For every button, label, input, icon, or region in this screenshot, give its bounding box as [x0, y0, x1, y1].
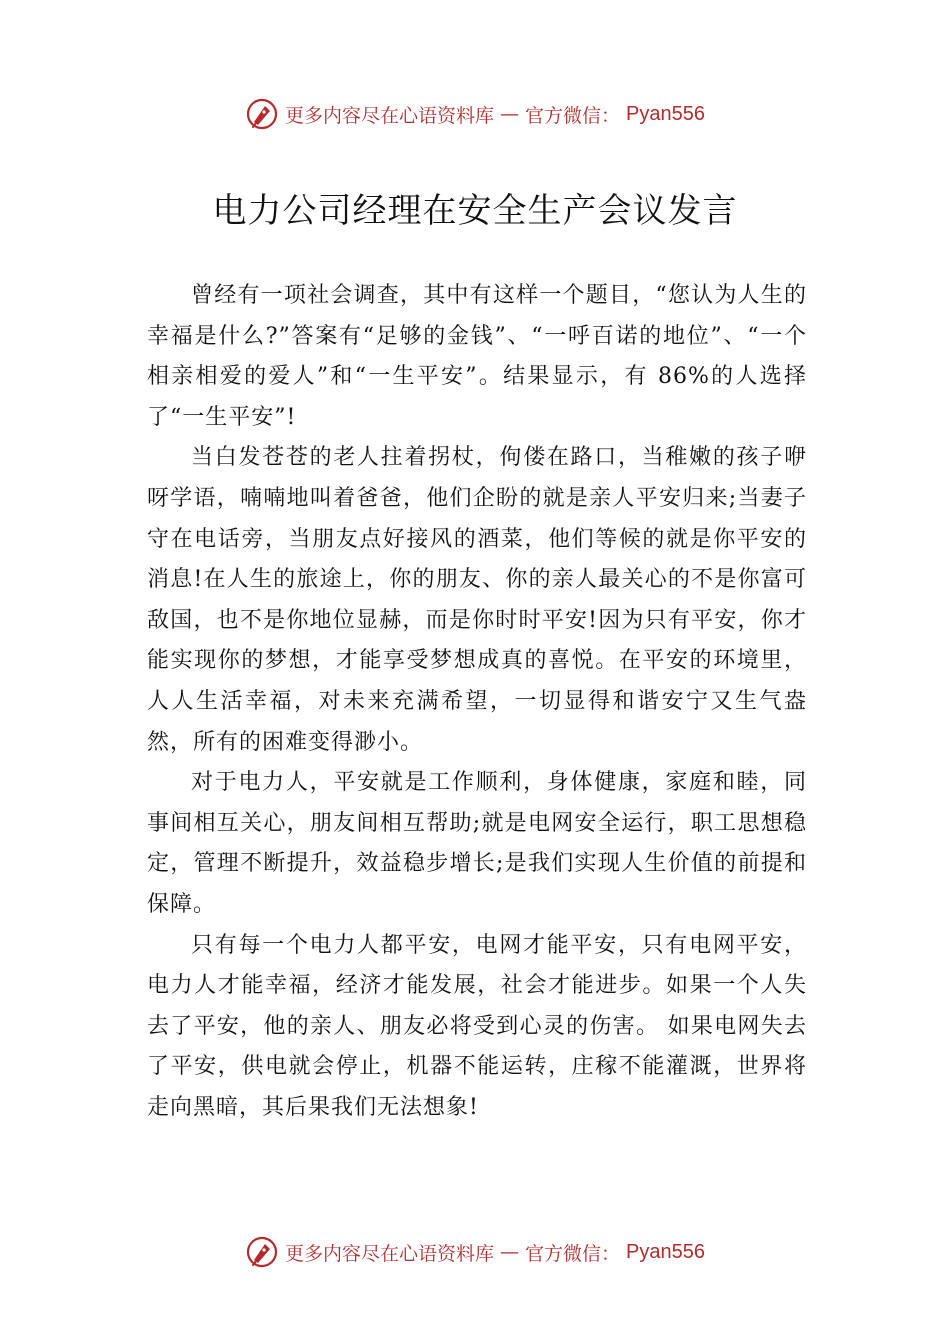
banner-separator: — [500, 1241, 520, 1263]
document-body [147, 276, 807, 1128]
header-banner [0, 94, 950, 134]
banner-main-text: 更多内容尽在心语资料库 [285, 104, 495, 127]
banner-wechat-id: Pyan556 [626, 1240, 705, 1263]
banner-wechat-label: 官方微信： [525, 105, 621, 127]
banner-separator: — [500, 103, 520, 125]
pen-nib-logo-icon [245, 97, 279, 131]
document-title: 电力公司经理在安全生产会议发言 [212, 191, 738, 231]
banner-wechat-label: 官方微信： [525, 1243, 621, 1265]
paragraph-2: 当白发苍苍的老人拄着拐杖，佝偻在路口，当稚嫩的孩子咿呀学语，喃喃地叫着爸爸，他们企盼的就是亲人平安归来;当妻子守在电话旁，当朋友点好接风的酒菜，他们等候的就是你平安的消息!在人生的旅途上，你的朋友、你的亲人最关心的不是你富可敌国，也不是你地位显赫，而是你时时平安!因为只有平安，你才能实现你的梦想，才能享受梦想成真的喜悦。在平安的环境里，人人生活幸福，对未来充满希望，一切显得和谐安宁又生气盎然，所有的困难变得渺小。 [147, 445, 807, 755]
banner-main-text: 更多内容尽在心语资料库 [285, 1242, 495, 1265]
paragraph-3: 对于电力人，平安就是工作顺利，身体健康，家庭和睦，同事间相互关心，朋友间相互帮助;就是电网安全运行，职工思想稳定，管理不断提升，效益稳步增长;是我们实现人生价值的前提和保障。 [147, 770, 807, 917]
banner-wechat-id: Pyan556 [626, 102, 705, 125]
pen-nib-logo-icon [245, 1235, 279, 1269]
paragraph-1: 曾经有一项社会调查，其中有这样一个题目，“您认为人生的幸福是什么?”答案有“足够的金钱”、“一呼百诺的地位”、“一个相亲相爱的爱人”和“一生平安”。结果显示，有 86%的人选择了“一生平安”! [147, 283, 807, 430]
paragraph-4: 只有每一个电力人都平安，电网才能平安，只有电网平安，电力人才能幸福，经济才能发展，社会才能进步。如果一个人失去了平安，他的亲人、朋友必将受到心灵的伤害。 如果电网失去了平安，供电就会停止，机器不能运转，庄稼不能灌溉，世界将走向黑暗，其后果我们无法想象! [147, 932, 807, 1120]
footer-banner [0, 1232, 950, 1272]
